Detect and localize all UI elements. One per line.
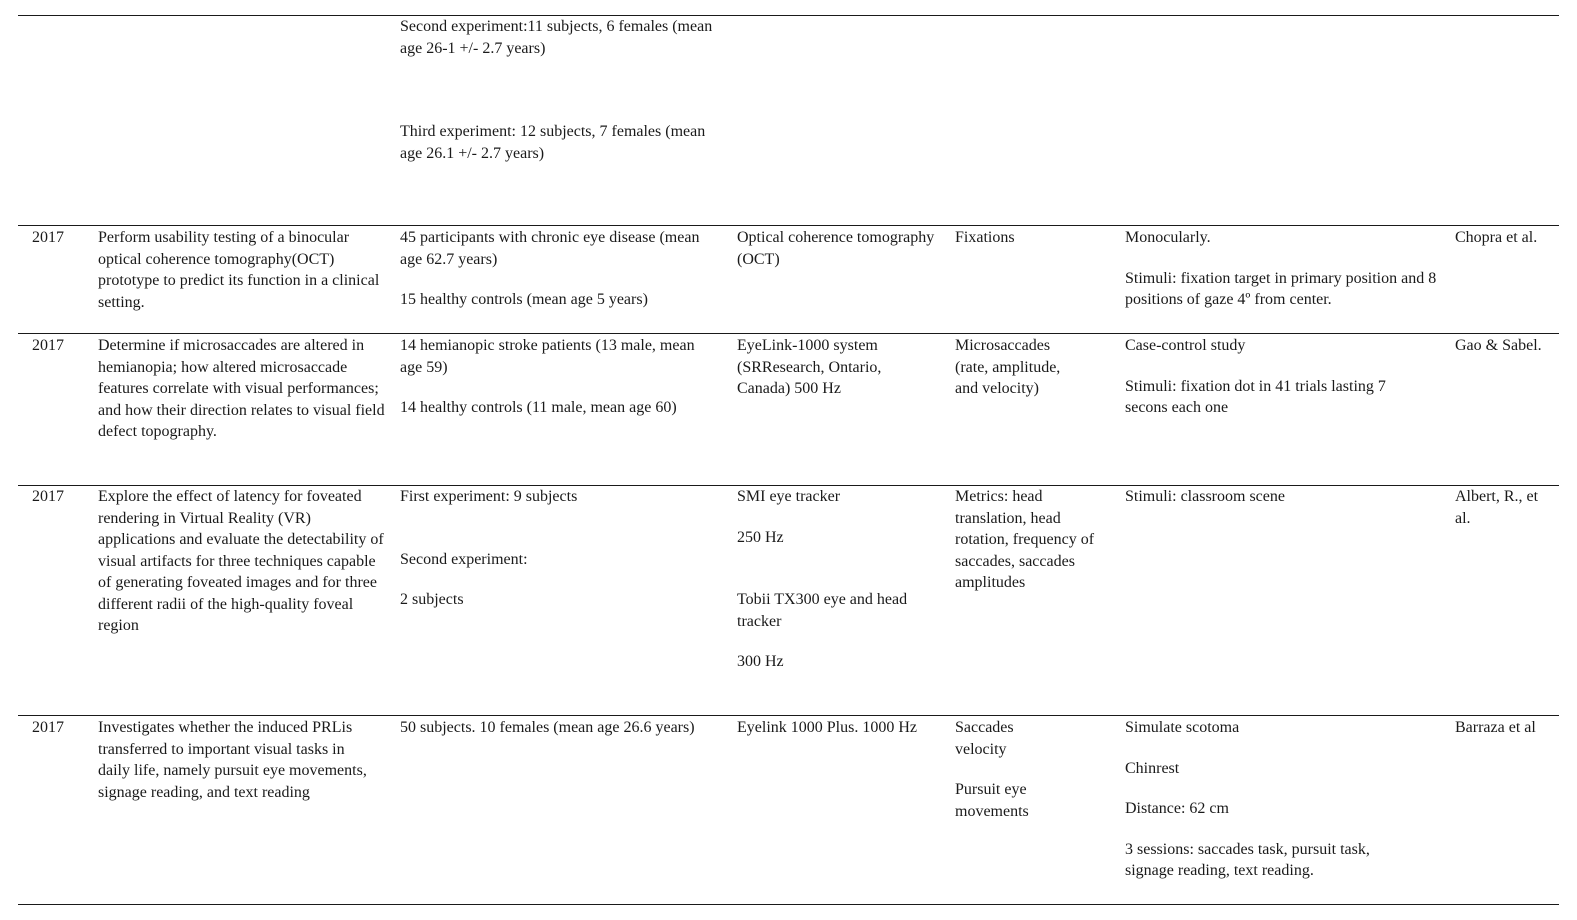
device-line: 250 Hz	[737, 528, 784, 546]
aim-cell: Explore the effect of latency for foveated rendering in Virtual Reality (VR) applications and evaluate the detectability of visual artifacts for three techniques capable of generating foveated images and for three different radii of the high-quality foveal region	[98, 488, 384, 634]
method-line: 3 sessions: saccades task, pursuit task, signage reading, text reading.	[1125, 840, 1370, 879]
measures-line: Fixations	[955, 229, 1015, 246]
table-rule	[18, 715, 1559, 716]
subjects-line: 50 subjects. 10 females (mean age 26.6 years)	[400, 719, 695, 736]
subjects-line: 2 subjects	[400, 591, 464, 608]
method-cell	[1125, 227, 1440, 311]
subjects-cell	[400, 486, 720, 611]
device-line: 300 Hz	[737, 653, 784, 670]
measures-line: Microsaccades (rate, amplitude, and velocity)	[955, 337, 1061, 397]
measures-cell	[955, 335, 1085, 400]
measures-cell	[955, 486, 1105, 594]
method-line: Case-control study	[1125, 337, 1246, 354]
reference-cell: Barraza et al	[1455, 719, 1536, 736]
reference-cell: Chopra et al.	[1455, 229, 1538, 246]
device-line: Tobii TX300 eye and head tracker	[737, 591, 908, 630]
device-line: SMI eye tracker	[737, 488, 841, 505]
subjects-line: Third experiment: 12 subjects, 7 females (mean age 26.1 +/- 2.7 years)	[400, 123, 706, 162]
device-line: EyeLink-1000 system (SRResearch, Ontario, Canada) 500 Hz	[737, 337, 882, 397]
measures-line: Pursuit eye movements	[955, 781, 1029, 820]
subjects-line: First experiment: 9 subjects	[400, 488, 578, 505]
method-line: Simulate scotoma	[1125, 719, 1240, 736]
table-rule-top	[18, 15, 1559, 16]
method-line: Stimuli: fixation target in primary position and 8 positions of gaze 4º from center.	[1125, 269, 1437, 308]
method-line: Chinrest	[1125, 759, 1180, 777]
subjects-cell	[400, 335, 720, 419]
year-cell: 2017	[32, 337, 64, 354]
year-cell: 2017	[32, 229, 64, 246]
subjects-line: 45 participants with chronic eye disease (mean age 62.7 years)	[400, 229, 700, 268]
reference-cell: Gao & Sabel.	[1455, 337, 1542, 354]
device-cell	[737, 335, 912, 400]
device-cell	[737, 227, 942, 270]
subjects-line: 14 hemianopic stroke patients (13 male, mean age 59)	[400, 337, 695, 376]
subjects-line: 14 healthy controls (11 male, mean age 60)	[400, 399, 677, 416]
device-line: Eyelink 1000 Plus. 1000 Hz	[737, 719, 917, 736]
subjects-cell	[400, 16, 720, 164]
table-rule	[18, 225, 1559, 226]
table-rule	[18, 333, 1559, 334]
aim-cell: Perform usability testing of a binocular optical coherence tomography(OCT) prototype to predict its function in a clinical setting.	[98, 229, 380, 311]
method-cell	[1125, 335, 1425, 419]
measures-line: Metrics: head translation, head rotation, frequency of saccades, saccades amplitudes	[955, 488, 1095, 591]
method-cell	[1125, 486, 1440, 508]
aim-cell: Determine if microsaccades are altered in hemianopia; how altered microsaccade features correlate with visual performances; and how their direction relates to visual field defect topography.	[98, 337, 385, 440]
year-cell: 2017	[32, 719, 64, 736]
aim-cell: Investigates whether the induced PRLis transferred to important visual tasks in daily life, namely pursuit eye movements, signage reading, and text reading	[98, 719, 367, 801]
year-cell: 2017	[32, 488, 64, 505]
measures-line: Saccades velocity	[955, 719, 1014, 758]
device-cell	[737, 717, 927, 739]
measures-cell	[955, 227, 1115, 249]
reference-cell: Albert, R., et al.	[1455, 488, 1539, 527]
device-line: Optical coherence tomography (OCT)	[737, 229, 935, 268]
method-line: Distance: 62 cm	[1125, 800, 1229, 817]
method-line: Stimuli: classroom scene	[1125, 488, 1285, 505]
method-line: Monocularly.	[1125, 229, 1211, 246]
method-line: Stimuli: fixation dot in 41 trials lasting 7 secons each one	[1125, 377, 1386, 416]
subjects-line: 15 healthy controls (mean age 5 years)	[400, 291, 648, 308]
subjects-line: Second experiment:	[400, 550, 528, 568]
device-cell	[737, 486, 942, 673]
measures-cell	[955, 717, 1065, 822]
subjects-cell	[400, 227, 720, 311]
subjects-cell	[400, 717, 700, 739]
subjects-line: Second experiment:11 subjects, 6 females (mean age 26-1 +/- 2.7 years)	[400, 18, 713, 57]
table-rule-bottom	[18, 904, 1559, 905]
method-cell	[1125, 717, 1415, 882]
